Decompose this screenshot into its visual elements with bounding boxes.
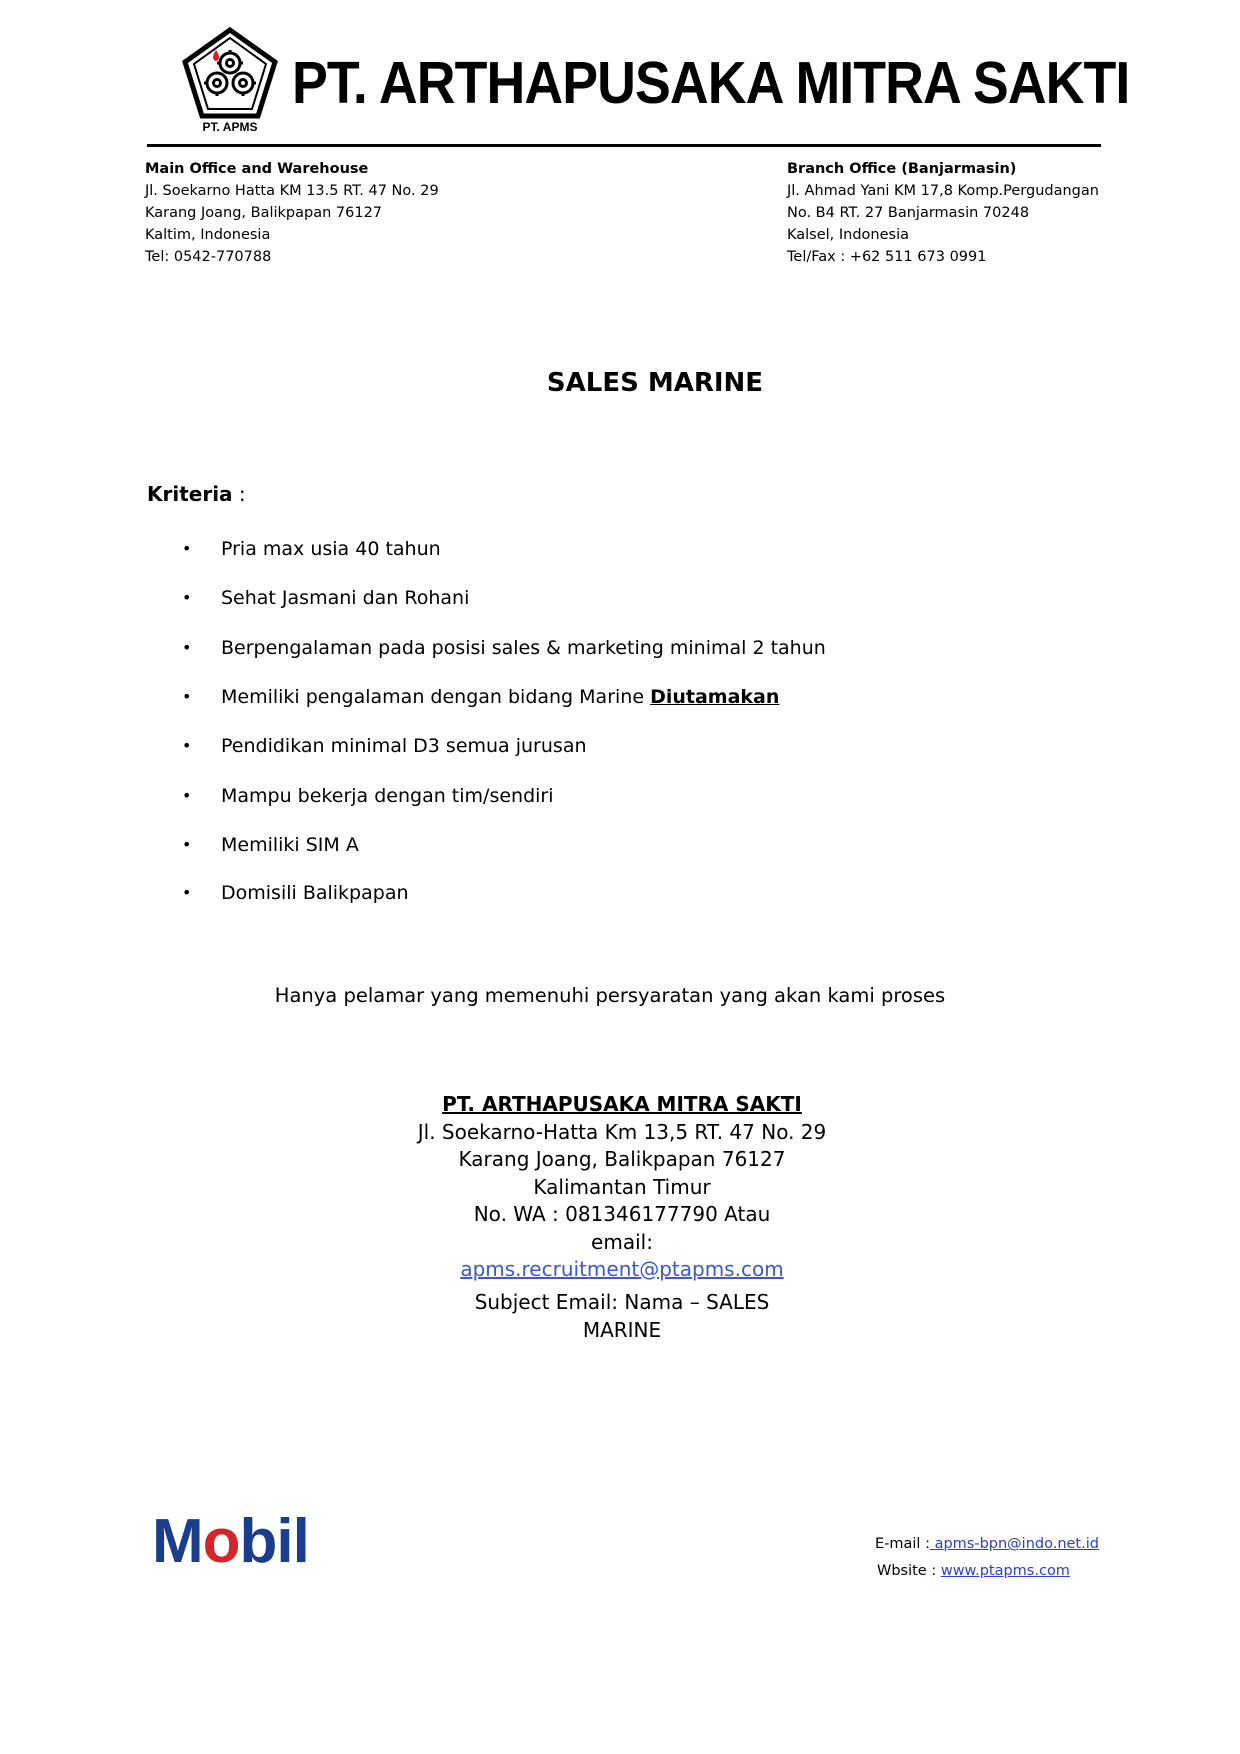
footer-email-label: E-mail : [875,1536,930,1552]
main-office-line2: Karang Joang, Balikpapan 76127 [145,205,383,221]
branch-office-address [787,158,1099,268]
criteria-item [0,633,1240,663]
criteria-text: Berpengalaman pada posisi sales & marketing minimal 2 tahun [221,637,826,659]
contact-block [0,1091,1240,1344]
criteria-colon: : [232,482,246,506]
criteria-text: Pria max usia 40 tahun [221,538,441,560]
bullet-icon: • [182,638,192,657]
main-office-address [145,158,439,268]
criteria-item [0,878,1240,908]
criteria-item [0,781,1240,811]
criteria-text: Memiliki SIM A [221,834,359,856]
company-logo [180,26,280,138]
bullet-icon: • [182,736,192,755]
criteria-text: Domisili Balikpapan [221,882,409,904]
bullet-icon: • [182,883,192,902]
mobil-wordmark: Mobil [152,1507,309,1576]
footer-email-link[interactable]: apms-bpn@indo.net.id [929,1536,1099,1552]
criteria-item [0,682,1240,712]
main-office-phone: Tel: 0542-770788 [145,249,272,265]
branch-office-line2: No. B4 RT. 27 Banjarmasin 70248 [787,205,1030,221]
criteria-text-main: Memiliki pengalaman dengan bidang Marine [221,686,651,708]
footer-email [875,1534,1099,1554]
applicant-note: Hanya pelamar yang memenuhi persyaratan yang akan kami proses [274,984,946,1007]
criteria-item [0,830,1240,860]
criteria-text: Mampu bekerja dengan tim/sendiri [221,785,554,807]
contact-company-name: PT. ARTHAPUSAKA MITRA SAKTI [442,1092,802,1116]
header-divider [147,144,1101,147]
criteria-text: Sehat Jasmani dan Rohani [221,587,470,609]
bullet-icon: • [182,539,192,558]
criteria-item [0,731,1240,761]
contact-whatsapp: No. WA : 081346177790 Atau [473,1202,771,1226]
bullet-icon: • [182,687,192,706]
main-office-line3: Kaltim, Indonesia [145,227,271,243]
criteria-text [221,682,779,712]
bullet-icon: • [182,835,192,854]
bullet-icon: • [182,588,192,607]
criteria-label: Kriteria [147,482,233,506]
gear-logo-icon [180,26,280,138]
contact-address-line1: Jl. Soekarno-Hatta Km 13,5 RT. 47 No. 29 [417,1119,827,1144]
criteria-emphasis: Diutamakan [650,686,780,708]
footer-website-link[interactable]: www.ptapms.com [940,1563,1070,1579]
mobil-brand-logo [152,1507,352,1576]
footer-website-label: Wbsite : [877,1563,941,1579]
criteria-text: Pendidikan minimal D3 semua jurusan [221,735,587,757]
subject-line-1: Subject Email: Nama – SALES [474,1289,770,1314]
branch-office-phone: Tel/Fax : +62 511 673 0991 [787,249,987,265]
recruitment-email-link[interactable]: apms.recruitment@ptapms.com [460,1257,784,1281]
document-title: SALES MARINE [546,368,764,398]
branch-office-line1: Jl. Ahmad Yani KM 17,8 Komp.Pergudangan [787,183,1099,199]
main-office-line1: Jl. Soekarno Hatta KM 13.5 RT. 47 No. 29 [145,183,439,199]
criteria-heading [147,480,246,508]
branch-office-line3: Kalsel, Indonesia [787,227,910,243]
criteria-item [0,583,1240,613]
contact-region: Kalimantan Timur [533,1174,711,1199]
logo-caption: PT. APMS [202,120,258,134]
contact-email-label: email: [591,1229,653,1254]
main-office-title: Main Office and Warehouse [145,161,369,177]
subject-line-2: MARINE [582,1317,662,1342]
footer-website [877,1561,1070,1581]
criteria-item [0,534,1240,564]
company-name-heading: PT. ARTHAPUSAKA MITRA SAKTI [292,50,1130,116]
branch-office-title: Branch Office (Banjarmasin) [787,161,1017,177]
contact-address-line2: Karang Joang, Balikpapan 76127 [458,1147,786,1171]
bullet-icon: • [182,786,192,805]
